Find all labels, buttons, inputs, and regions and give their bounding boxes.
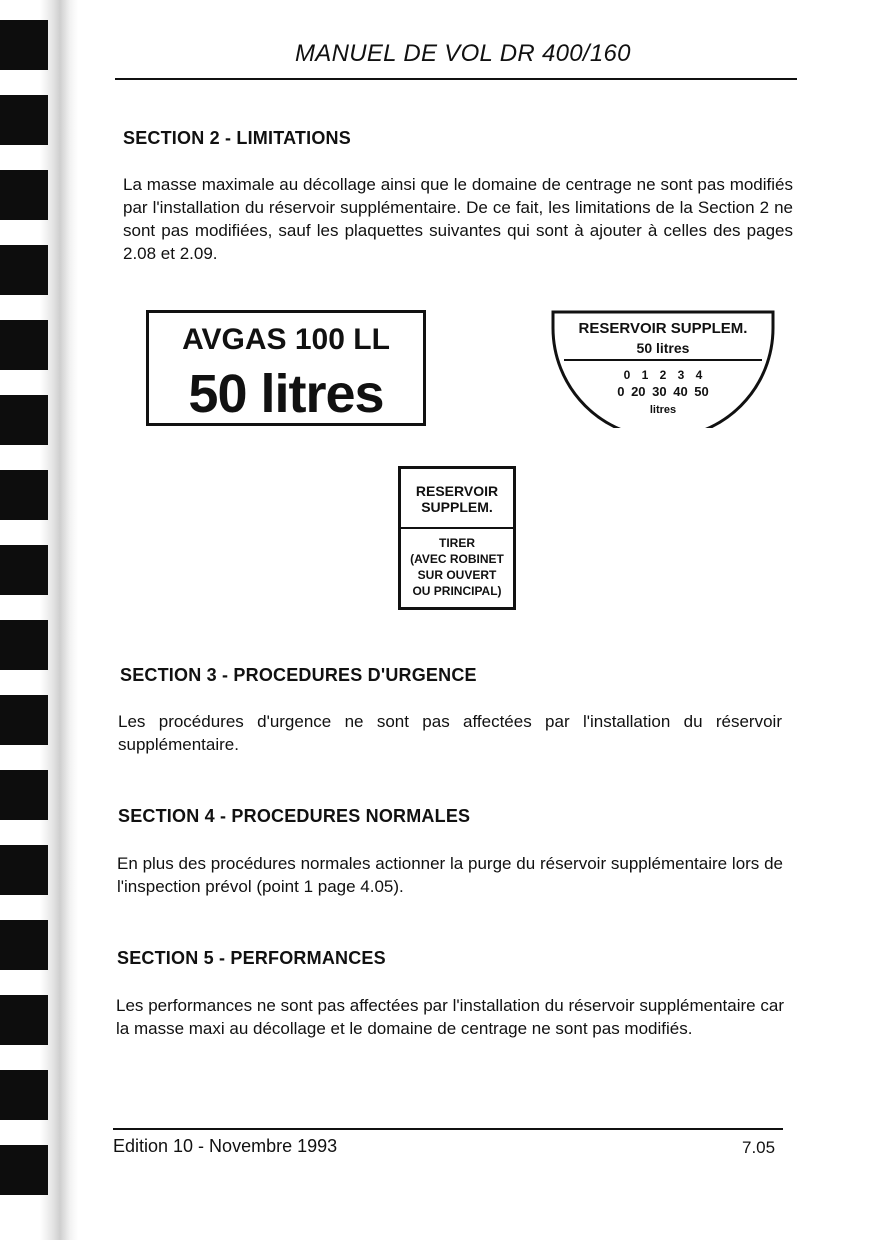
pull-placard-body	[401, 529, 513, 599]
binding-tab	[0, 245, 48, 295]
pull-line: SUR OUVERT	[417, 568, 497, 582]
gauge-title: RESERVOIR SUPPLEM.	[578, 320, 748, 337]
binding-tab	[0, 845, 48, 895]
footer-rule	[113, 1128, 783, 1130]
binding-strip	[0, 0, 78, 1240]
section-5-heading: SECTION 5 - PERFORMANCES	[117, 948, 386, 968]
binding-tab	[0, 470, 48, 520]
binding-tab	[0, 170, 48, 220]
binding-tab	[0, 620, 48, 670]
section-2-heading: SECTION 2 - LIMITATIONS	[123, 128, 351, 148]
binding-tab	[0, 545, 48, 595]
gauge-values: 0 20 30 40 50	[617, 384, 709, 399]
avgas-capacity: 50 litres	[188, 364, 384, 424]
gauge-unit: litres	[649, 404, 677, 416]
binding-tab	[0, 1070, 48, 1120]
section-2-text: La masse maximale au décollage ainsi que le domaine de centrage ne sont pas modifiés par l'installation du réservoir supplémentaire. De ce fait, les limitations de la Section 2 ne sont pas modifiées, sauf les plaquettes suivantes qui sont à ajouter à celles des pages 2.08 et 2.09.	[123, 175, 793, 263]
binding-tab	[0, 770, 48, 820]
pull-line: OU PRINCIPAL)	[412, 584, 502, 598]
edition-label: Edition 10 - Novembre 1993	[113, 1136, 338, 1156]
avgas-grade: AVGAS 100 LL	[182, 323, 390, 356]
binding-tab	[0, 1145, 48, 1195]
pull-top-line: SUPPLEM.	[421, 499, 493, 515]
binding-tab	[0, 320, 48, 370]
pull-placard-header	[401, 469, 513, 529]
binding-tab	[0, 920, 48, 970]
binding-tab	[0, 995, 48, 1045]
binding-tab	[0, 20, 48, 70]
pull-top-line: RESERVOIR	[415, 483, 499, 499]
pull-line: (AVEC ROBINET	[410, 552, 504, 566]
section-3-heading: SECTION 3 - PROCEDURES D'URGENCE	[120, 665, 477, 685]
page-header	[115, 34, 797, 80]
section-3-text: Les procédures d'urgence ne sont pas affectées par l'installation du réservoir supplémentaire.	[118, 712, 782, 754]
page-title: MANUEL DE VOL DR 400/160	[295, 40, 631, 67]
gauge-placard	[550, 308, 776, 428]
section-5-text: Les performances ne sont pas affectées par l'installation du réservoir supplémentaire car la masse maxi au décollage et le domaine de centrage ne sont pas modifiés.	[116, 996, 784, 1038]
binding-tab	[0, 95, 48, 145]
section-4-heading: SECTION 4 - PROCEDURES NORMALES	[118, 806, 471, 826]
binding-tab	[0, 695, 48, 745]
pull-line: TIRER	[439, 536, 475, 550]
gauge-capacity: 50 litres	[636, 340, 690, 356]
binding-tab	[0, 395, 48, 445]
gauge-ticks: 0 1 2 3 4	[623, 368, 703, 382]
section-4-text: En plus des procédures normales actionner la purge du réservoir supplémentaire lors de l'inspection prévol (point 1 page 4.05).	[117, 854, 783, 896]
avgas-placard	[146, 310, 426, 426]
page-number: 7.05	[742, 1138, 776, 1157]
pull-placard	[398, 466, 516, 610]
